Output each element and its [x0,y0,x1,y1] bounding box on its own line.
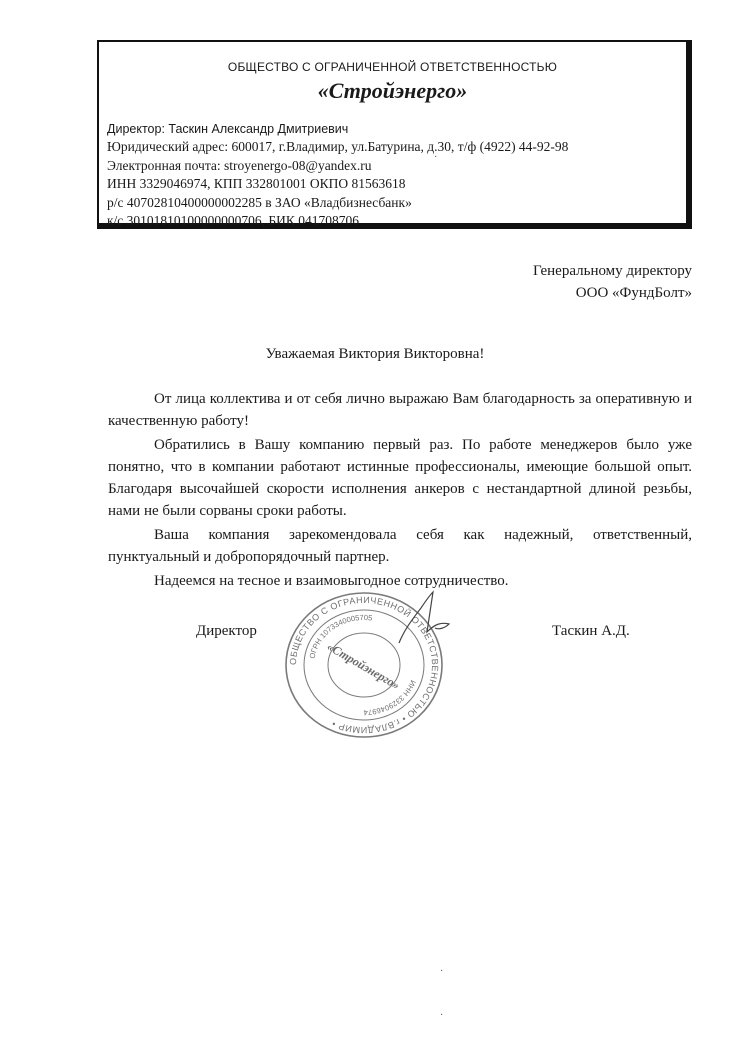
paragraph-cooperation: Надеемся на тесное и взаимовыгодное сотрудничество. [154,573,509,589]
letterhead-org-form: ОБЩЕСТВО С ОГРАНИЧЕННОЙ ОТВЕТСТВЕННОСТЬЮ [227,60,558,74]
stamp-ogrn-text: ОГРН 1073340005705 [307,612,373,660]
stamp-outer-text: ОБЩЕСТВО С ОГРАНИЧЕННОЙ ОТВЕТСТВЕННОСТЬЮ • г.ВЛАДИМИР • [287,594,441,736]
letter-body [108,388,692,594]
letterhead-inn: ИНН 3329046974, КПП 332801001 ОКПО 81563618 [107,176,406,192]
letterhead-ks: к/с 30101810100000000706, БИК 041708706 [107,213,360,229]
letterhead-company-name: «Стройэнерго» [317,78,468,103]
scan-speck: · [440,966,444,977]
letterhead-details [107,120,568,230]
signature-name: Таскин А.Д. [552,623,630,639]
letterhead [97,40,692,229]
paragraph-partner: Ваша компания зарекомендовала себя как надежный, ответственный, пунктуальный и добропорядочный партнер. [108,527,692,565]
paragraph-gratitude: От лица коллектива и от себя лично выражаю Вам благодарность за оперативную и качественную работу! [108,391,692,429]
letterhead-email: Электронная почта: stroyenergo-08@yandex.ru [107,157,372,173]
director-signature [395,588,455,648]
signature-role: Директор [196,623,257,639]
stamp-center-text: «Стройэнерго» [324,639,403,693]
paragraph-experience: Обратились в Вашу компанию первый раз. По работе менеджеров было уже понятно, что в компании работают истинные профессионалы, имеющие большой опыт. Благодаря высочайшей скорости исполнения анкеров с нестандартной длиной резьбы, нами не были сорваны сроки работы. [108,437,692,519]
salutation: Уважаемая Виктория Викторовна! [265,346,485,362]
addressee-company: ООО «ФундБолт» [575,285,692,301]
letterhead-director: Директор: Таскин Александр Дмитриевич [107,122,349,136]
letterhead-address: Юридический адрес: 600017, г.Владимир, ул.Батурина, д.30, т/ф (4922) 44-92-98 [107,139,569,155]
addressee-title: Генеральному директору [532,263,692,279]
letterhead-rs: р/с 40702810400000002285 в ЗАО «Владбизнесбанк» [107,194,412,210]
stamp-inn-text: ИНН 3329046974 [363,678,418,718]
scan-speck: · [440,1010,444,1021]
scan-speck: · [434,152,438,163]
addressee [533,260,692,304]
